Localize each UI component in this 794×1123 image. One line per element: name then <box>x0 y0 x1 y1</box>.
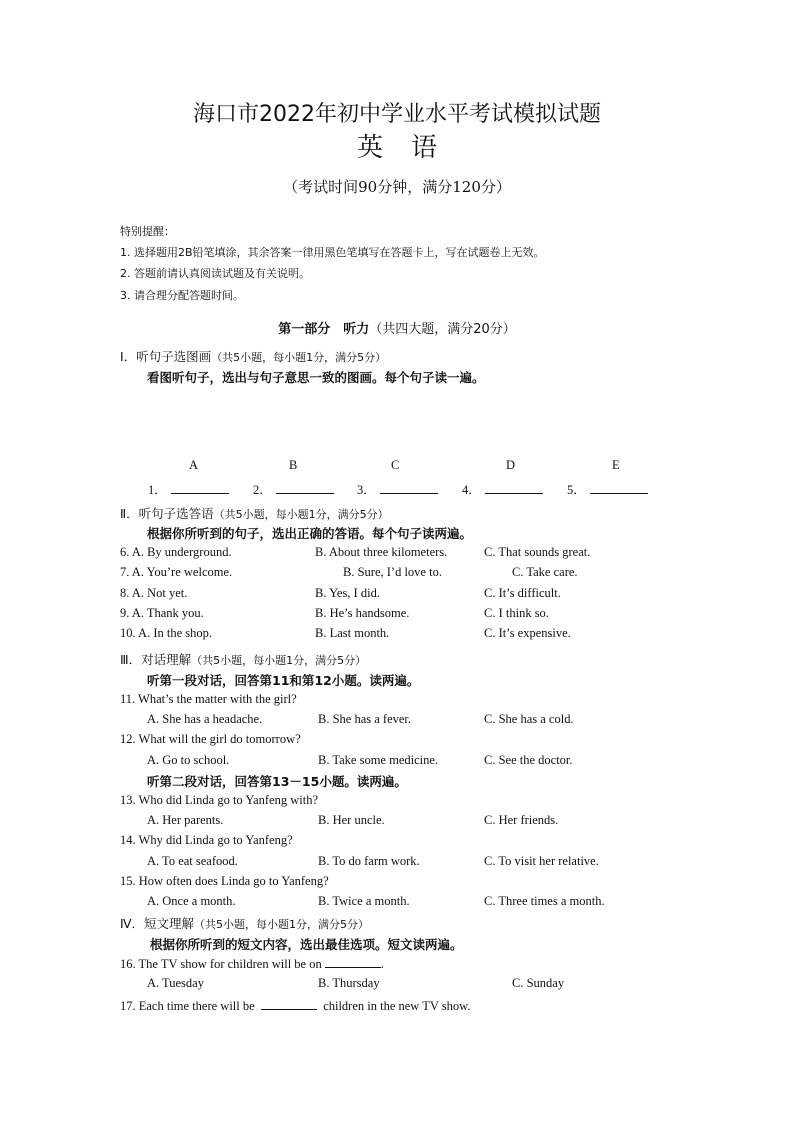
section-4-instruction: 根据你所听到的短文内容，选出最佳选项。短文读两遍。 <box>150 937 463 952</box>
q15-option-b[interactable]: B. Twice a month. <box>318 894 410 908</box>
q16-option-c[interactable]: C. Sunday <box>512 976 565 990</box>
blank-number-5: 5． <box>567 483 586 497</box>
part-one-label: 第一部分 听力 <box>278 322 370 337</box>
section-3-instruction-1 <box>147 671 419 689</box>
q12-option-c[interactable]: C. See the doctor. <box>484 753 573 767</box>
section-3-label: Ⅲ．对话理解 <box>120 652 192 667</box>
q16-stem <box>120 955 384 972</box>
picture-label-c: C <box>391 458 400 472</box>
section-1-label: Ⅰ．听句子选图画 <box>120 349 212 364</box>
q16-stem-end: . <box>380 957 384 971</box>
q8-option-a[interactable]: 8. A. Not yet. <box>120 586 188 600</box>
q12-option-a[interactable]: A. Go to school. <box>147 753 230 767</box>
q17-stem <box>120 997 471 1014</box>
instr1-num-2: 12 <box>314 673 332 688</box>
section-3-title <box>120 650 366 668</box>
section-4-note: （共5小题，每小题1分，满分5分） <box>194 918 370 931</box>
picture-label-e: E <box>612 458 620 472</box>
q13-stem: 13. Who did Linda go to Yanfeng with? <box>120 793 319 807</box>
section-1-instruction: 看图听句子，选出与句子意思一致的图画。每个句子读一遍。 <box>147 370 485 385</box>
instr2-pre: 听第二段对话，回答第 <box>147 774 273 789</box>
section-2-note: （共5小题，每小题1分，满分5分） <box>213 508 389 521</box>
q17-stem-text: 17. Each time there will be <box>120 999 255 1013</box>
q9-option-c[interactable]: C. I think so. <box>484 606 549 620</box>
instr1-num-1: 11 <box>272 673 290 688</box>
q16-option-a[interactable]: A. Tuesday <box>147 976 204 990</box>
answer-blank-1[interactable] <box>148 480 229 498</box>
q14-stem: 14. Why did Linda go to Yanfeng? <box>120 833 293 847</box>
q6-option-a[interactable]: 6. A. By underground. <box>120 545 232 559</box>
q16-blank[interactable] <box>325 955 381 968</box>
answer-blank-3[interactable] <box>357 480 438 498</box>
q12-stem: 12. What will the girl do tomorrow? <box>120 732 301 746</box>
exam-title: 海口市2022年初中学业水平考试模拟试题 <box>193 102 601 127</box>
answer-blank-4[interactable] <box>462 480 543 498</box>
section-4-label: Ⅳ．短文理解 <box>120 916 195 931</box>
instr1-post: 小题。读两遍。 <box>331 673 420 688</box>
q13-option-b[interactable]: B. Her uncle. <box>318 813 385 827</box>
blank-line-4[interactable] <box>485 481 543 494</box>
picture-label-a: A <box>189 458 199 472</box>
subject-char-2: 语 <box>411 133 438 163</box>
picture-label-b: B <box>289 458 298 472</box>
picture-label-d: D <box>506 458 516 472</box>
q14-option-b[interactable]: B. To do farm work. <box>318 854 420 868</box>
instr1-mid: 和第 <box>289 673 315 688</box>
section-2-label: Ⅱ．听句子选答语 <box>120 506 214 521</box>
q15-option-c[interactable]: C. Three times a month. <box>484 894 605 908</box>
q7-option-a[interactable]: 7. A. You’re welcome. <box>120 565 233 579</box>
instr2-post: 小题。读两遍。 <box>319 774 407 789</box>
section-4-title <box>120 914 369 932</box>
q15-option-a[interactable]: A. Once a month. <box>147 894 236 908</box>
q11-stem: 11. What’s the matter with the girl? <box>120 692 297 706</box>
section-3-instruction-2 <box>147 772 407 790</box>
section-2-instruction: 根据你所听到的句子，选出正确的答语。每个句子读两遍。 <box>147 526 473 541</box>
q10-option-b[interactable]: B. Last month. <box>315 626 390 640</box>
notice-item-1: 1. 选择题用2B铅笔填涂，其余答案一律用黑色笔填写在答题卡上，写在试题卷上无效。 <box>120 246 545 259</box>
section-1-note: （共5小题，每小题1分，满分5分） <box>211 351 387 364</box>
section-3-note: （共5小题，每小题1分，满分5分） <box>191 654 367 667</box>
q8-option-b[interactable]: B. Yes, I did. <box>315 586 380 600</box>
part-one-note: （共四大题，满分20分） <box>369 322 516 337</box>
blank-number-3: 3． <box>357 483 376 497</box>
blank-line-2[interactable] <box>276 481 334 494</box>
q6-option-b[interactable]: B. About three kilometers. <box>315 545 448 559</box>
section-2-title <box>120 504 389 522</box>
q16-option-b[interactable]: B. Thursday <box>318 976 380 990</box>
blank-line-1[interactable] <box>171 481 229 494</box>
q10-option-a[interactable]: 10. A. In the shop. <box>120 626 213 640</box>
q6-option-c[interactable]: C. That sounds great. <box>484 545 591 559</box>
section-1-title <box>120 347 386 365</box>
notice-item-2: 2. 答题前请认真阅读试题及有关说明。 <box>120 267 310 280</box>
subject-title <box>0 127 794 164</box>
q11-option-a[interactable]: A. She has a headache. <box>147 712 263 726</box>
q14-option-c[interactable]: C. To visit her relative. <box>484 854 599 868</box>
notice-heading: 特别提醒： <box>120 225 175 238</box>
q8-option-c[interactable]: C. It’s difficult. <box>484 586 561 600</box>
q16-stem-text: 16. The TV show for children will be on <box>120 957 322 971</box>
q11-option-b[interactable]: B. She has a fever. <box>318 712 412 726</box>
answer-blank-5[interactable] <box>567 480 648 498</box>
blank-line-3[interactable] <box>380 481 438 494</box>
part-one-title <box>0 318 794 337</box>
q7-option-b[interactable]: B. Sure, I’d love to. <box>343 565 442 579</box>
q7-option-c[interactable]: C. Take care. <box>512 565 578 579</box>
blank-line-5[interactable] <box>590 481 648 494</box>
q17-stem-end: children in the new TV show. <box>323 999 471 1013</box>
q10-option-c[interactable]: C. It’s expensive. <box>484 626 571 640</box>
q14-option-a[interactable]: A. To eat seafood. <box>147 854 238 868</box>
q9-option-a[interactable]: 9. A. Thank you. <box>120 606 204 620</box>
blank-number-1: 1． <box>148 483 167 497</box>
q15-stem: 15. How often does Linda go to Yanfeng? <box>120 874 329 888</box>
q9-option-b[interactable]: B. He’s handsome. <box>315 606 410 620</box>
instr1-pre: 听第一段对话，回答第 <box>147 673 273 688</box>
q11-option-c[interactable]: C. She has a cold. <box>484 712 574 726</box>
instr2-num: 13－15 <box>272 774 320 789</box>
q12-option-b[interactable]: B. Take some medicine. <box>318 753 439 767</box>
notice-item-3: 3. 请合理分配答题时间。 <box>120 289 244 302</box>
blank-number-4: 4． <box>462 483 481 497</box>
blank-number-2: 2． <box>253 483 272 497</box>
answer-blank-2[interactable] <box>253 480 334 498</box>
q13-option-c[interactable]: C. Her friends. <box>484 813 559 827</box>
subject-char-1: 英 <box>356 133 383 163</box>
time-info: （考试时间90分钟，满分120分） <box>283 178 511 196</box>
q17-blank[interactable] <box>261 997 317 1010</box>
q13-option-a[interactable]: A. Her parents. <box>147 813 224 827</box>
